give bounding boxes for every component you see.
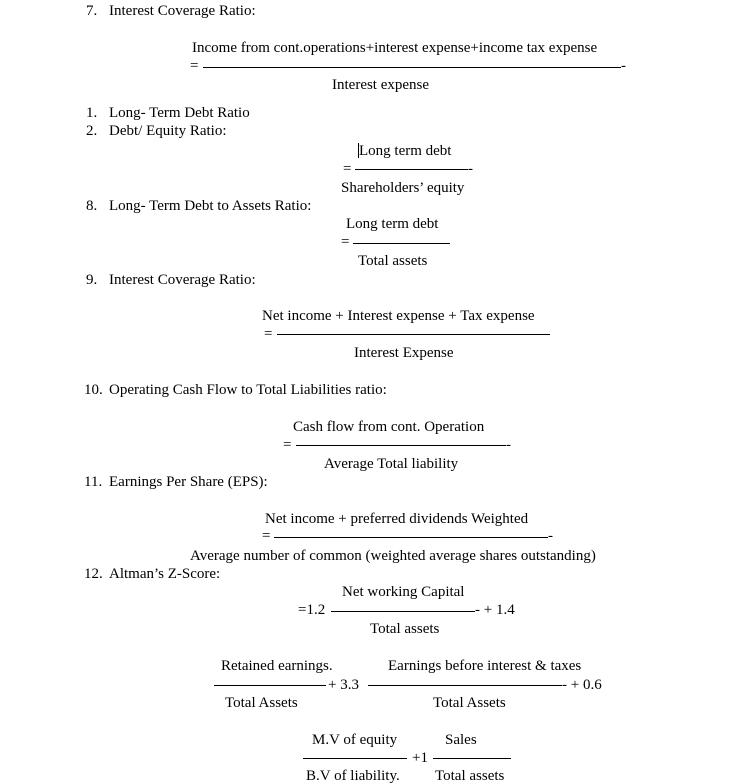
coefficient: =1.2: [298, 602, 326, 618]
equals-sign: =: [341, 234, 350, 250]
item-label: Operating Cash Flow to Total Liabilities ratio:: [109, 382, 387, 398]
numerator: M.V of equity: [312, 732, 398, 748]
fraction-tail: -: [621, 58, 626, 74]
denominator: Shareholders’ equity: [341, 180, 465, 196]
item-label: Long- Term Debt to Assets Ratio:: [109, 198, 312, 214]
denominator: Total assets: [370, 621, 440, 637]
numerator: Sales: [445, 732, 477, 748]
denominator: Total Assets: [225, 695, 298, 711]
denominator: Interest Expense: [354, 345, 454, 361]
fraction-bar: [203, 67, 621, 68]
item-number: 11.: [84, 474, 103, 490]
fraction-tail: -: [468, 161, 473, 177]
numerator: Retained earnings.: [221, 658, 333, 674]
fraction-tail: + 3.3: [328, 677, 359, 693]
item-number: 10.: [84, 382, 103, 398]
item-label: Earnings Per Share (EPS):: [109, 474, 268, 490]
fraction-bar: [303, 758, 407, 759]
fraction-bar: [296, 445, 506, 446]
item-number: 8.: [86, 198, 98, 214]
fraction-tail: - + 0.6: [562, 677, 602, 693]
fraction-tail: -: [506, 437, 511, 453]
item-number: 2.: [86, 123, 98, 139]
numerator: Earnings before interest & taxes: [388, 658, 582, 674]
numerator: Long term debt: [359, 143, 452, 159]
fraction-bar: [433, 758, 511, 759]
fraction-tail: - + 1.4: [475, 602, 515, 618]
item-label: Altman’s Z-Score:: [109, 566, 221, 582]
fraction-tail: -: [548, 528, 553, 544]
denominator: Average number of common (weighted average shares outstanding): [190, 548, 596, 564]
equals-sign: =: [264, 326, 273, 342]
item-number: 7.: [86, 3, 98, 19]
fraction-tail: +1: [412, 750, 428, 766]
numerator: Net income + preferred dividends Weighted: [265, 511, 529, 527]
denominator: Total assets: [435, 768, 505, 784]
item-label: Long- Term Debt Ratio: [109, 105, 250, 121]
equals-sign: =: [262, 528, 271, 544]
fraction-bar: [277, 334, 550, 335]
fraction-bar: [214, 685, 326, 686]
equals-sign: =: [190, 58, 199, 74]
equals-sign: =: [343, 161, 352, 177]
denominator: B.V of liability.: [306, 768, 400, 784]
fraction-bar: [353, 243, 450, 244]
numerator: Cash flow from cont. Operation: [293, 419, 485, 435]
numerator: Net income + Interest expense + Tax expense: [262, 308, 535, 324]
item-number: 12.: [84, 566, 103, 582]
denominator: Total Assets: [433, 695, 506, 711]
item-label: Interest Coverage Ratio:: [109, 272, 256, 288]
denominator: Interest expense: [332, 77, 430, 93]
item-label: Interest Coverage Ratio:: [109, 3, 256, 19]
numerator: Net working Capital: [342, 584, 465, 600]
denominator: Average Total liability: [324, 456, 459, 472]
fraction-bar: [355, 169, 468, 170]
fraction-bar: [274, 537, 548, 538]
equals-sign: =: [283, 437, 292, 453]
fraction-bar: [331, 611, 475, 612]
item-number: 9.: [86, 272, 98, 288]
numerator: Long term debt: [346, 216, 439, 232]
item-label: Debt/ Equity Ratio:: [109, 123, 227, 139]
fraction-bar: [368, 685, 562, 686]
item-number: 1.: [86, 105, 98, 121]
numerator: Income from cont.operations+interest expense+income tax expense: [192, 40, 598, 56]
denominator: Total assets: [358, 253, 428, 269]
